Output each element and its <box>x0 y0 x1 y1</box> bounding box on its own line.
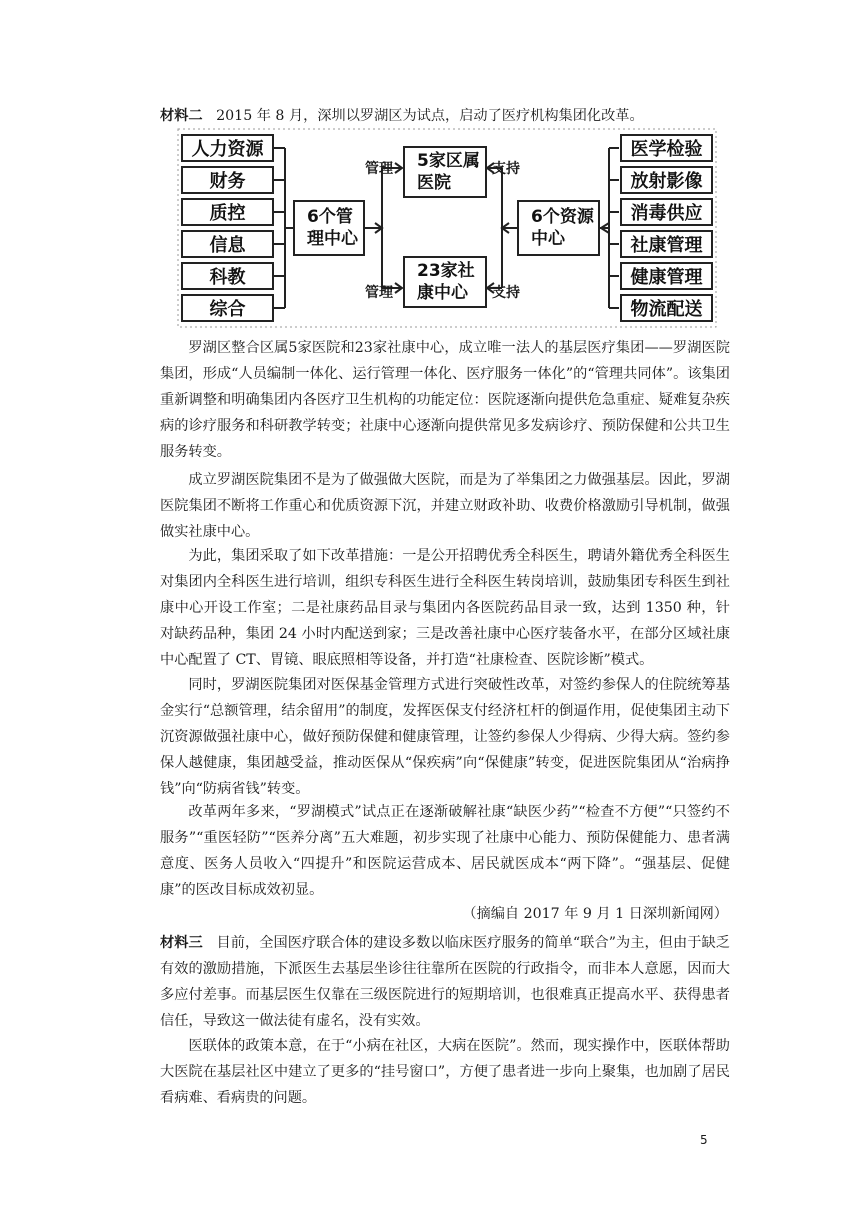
paragraph-5: 改革两年多来，“罗湖模式”试点正在逐渐破解社康“缺医少药”“检查不方便”“只签约不服务”“重医轻防”“医养分离”五大难题，初步实现了社康中心能力、预防保健能力、患者满意度、医务人员收入“四提升”和医院运营成本、居民就医成本“两下降”。“强基层、促健康”的医改目标成效初显。 <box>160 804 730 898</box>
left-item-general: 综合 <box>181 294 274 322</box>
label-support-top: 支持 <box>492 161 520 177</box>
material3-paragraph <box>160 930 730 1034</box>
left-item-info: 信息 <box>181 230 274 258</box>
page-number: 5 <box>700 1133 708 1147</box>
right-item-health-mgmt: 健康管理 <box>620 262 713 290</box>
left-item-quality: 质控 <box>181 198 274 226</box>
material3-text: 目前，全国医疗联合体的建设多数以临床医疗服务的简单“联合”为主，但由于缺乏有效的激励措施，下派医生去基层坐诊往往靠所在医院的行政指令，而非本人意愿，因而大多应付差事。而基层医生仅靠在三级医院进行的短期培训，也很难真正提高水平、获得患者信任，导致这一做法徒有虚名，没有实效。 <box>160 935 730 1029</box>
label-support-bottom: 支持 <box>492 285 520 301</box>
right-item-sterilization: 消毒供应 <box>620 198 713 226</box>
label-manage-bottom: 管理 <box>365 285 393 301</box>
right-item-imaging: 放射影像 <box>620 166 713 194</box>
management-center-box: 6个管理中心 <box>293 200 365 256</box>
right-item-lab: 医学检验 <box>620 134 713 162</box>
resource-center-box: 6个资源中心 <box>517 200 600 256</box>
district-hospitals-box: 5家区属医院 <box>403 146 487 198</box>
left-item-hr: 人力资源 <box>181 134 274 162</box>
right-item-logistics: 物流配送 <box>620 294 713 322</box>
paragraph-1: 罗湖区整合区属5家医院和23家社康中心，成立唯一法人的基层医疗集团——罗湖医院集团，形成“人员编制一体化、运行管理一体化、医疗服务一体化”的“管理共同体”。该集团重新调整和明确集团内各医疗卫生机构的功能定位：医院逐渐向提供危急重症、疑难复杂疾病的诊疗服务和科研教学转变；社康中心逐渐向提供常见多发病诊疗、预防保健和公共卫生服务转变。 <box>160 340 730 460</box>
paragraph-3: 为此，集团采取了如下改革措施：一是公开招聘优秀全科医生，聘请外籍优秀全科医生对集团内全科医生进行培训，组织专科医生进行全科医生转岗培训，鼓励集团专科医生到社康中心开设工作室；二是社康药品目录与集团内各医院药品目录一致，达到 1350 种，针对缺药品种，集团 24 小时内配送到家；三是改善社康中心医疗装备水平，在部分区域社康中心配置了 CT、胃镜、眼底照相等设备，并打造“社康检查、医院诊断”模式。 <box>160 548 730 668</box>
right-item-community-mgmt: 社康管理 <box>620 230 713 258</box>
material2-intro <box>160 103 730 129</box>
left-item-education: 科教 <box>181 262 274 290</box>
label-manage-top: 管理 <box>365 161 393 177</box>
material2-intro-text: 2015 年 8 月，深圳以罗湖区为试点，启动了医疗机构集团化改革。 <box>216 108 644 124</box>
community-centers-box: 23家社康中心 <box>403 256 487 308</box>
left-item-finance: 财务 <box>181 166 274 194</box>
paragraph-4: 同时，罗湖医院集团对医保基金管理方式进行突破性改革，对签约参保人的住院统筹基金实行“总额管理，结余留用”的制度，发挥医保支付经济杠杆的倒逼作用，促使集团主动下沉资源做强社康中心，做好预防保健和健康管理，让签约参保人少得病、少得大病。签约参保人越健康，集团越受益，推动医保从“保疾病”向“保健康”转变，促进医院集团从“治病挣钱”向“防病省钱”转变。 <box>160 677 730 797</box>
material3-paragraph-2: 医联体的政策本意，在于“小病在社区，大病在医院”。然而，现实操作中，医联体帮助大医院在基层社区中建立了更多的“挂号窗口”，方便了患者进一步向上聚集，也加剧了居民看病难、看病贵的问题。 <box>160 1038 730 1106</box>
source-citation: （摘编自 2017 年 9 月 1 日深圳新闻网） <box>462 906 728 922</box>
material2-heading: 材料二 <box>160 108 203 124</box>
material3-heading: 材料三 <box>160 935 203 951</box>
reform-structure-diagram <box>177 128 717 328</box>
paragraph-2: 成立罗湖医院集团不是为了做强做大医院，而是为了举集团之力做强基层。因此，罗湖医院集团不断将工作重心和优质资源下沉，并建立财政补助、收费价格激励引导机制，做强做实社康中心。 <box>160 472 730 540</box>
